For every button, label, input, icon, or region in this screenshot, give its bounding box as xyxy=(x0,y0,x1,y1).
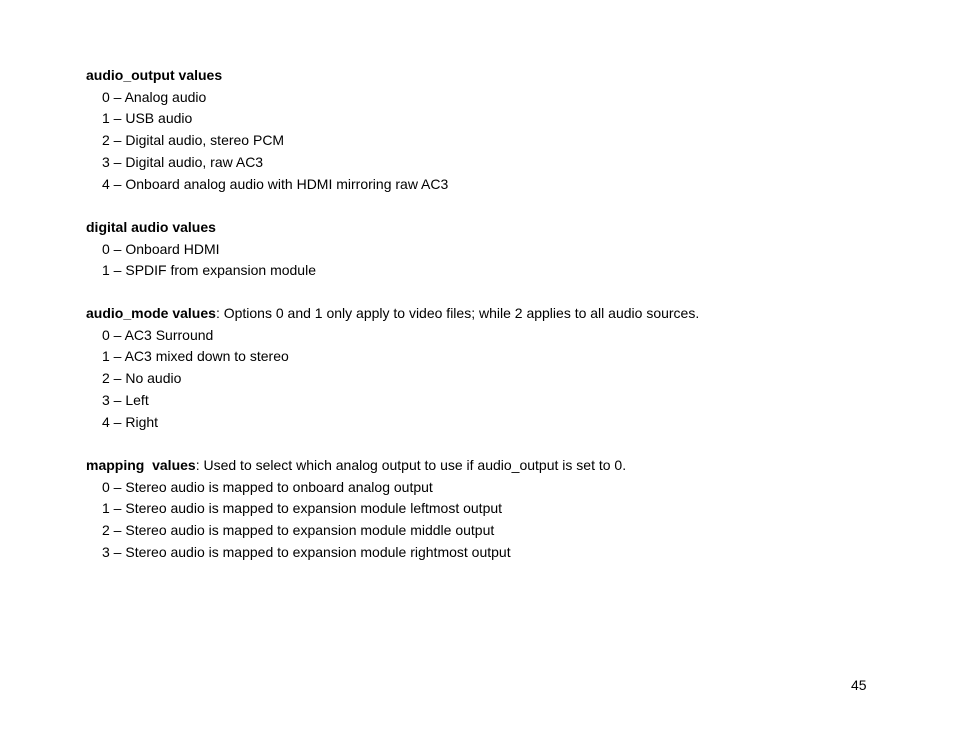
list-item: 4 – Onboard analog audio with HDMI mirroring raw AC3 xyxy=(102,175,449,192)
list-item: 1 – Stereo audio is mapped to expansion module leftmost output xyxy=(102,500,503,517)
list-item: 2 – Digital audio, stereo PCM xyxy=(102,132,285,149)
list-item: 0 – Analog audio xyxy=(102,88,207,105)
heading-description: : Options 0 and 1 only apply to video files; while 2 applies to all audio sources. xyxy=(215,305,700,321)
section-mapping-values xyxy=(86,455,886,564)
heading-term: audio_mode values xyxy=(86,305,216,321)
section-heading xyxy=(86,455,886,477)
list-item: 3 – Digital audio, raw AC3 xyxy=(102,153,264,170)
section-heading xyxy=(86,65,886,87)
list-item: 0 – Stereo audio is mapped to onboard analog output xyxy=(102,478,433,495)
heading-term: mapping values xyxy=(86,457,196,473)
list-item: 1 – USB audio xyxy=(102,110,193,127)
list-item: 1 – SPDIF from expansion module xyxy=(102,262,316,279)
list-item: 2 – No audio xyxy=(102,370,182,387)
list-item: 4 – Right xyxy=(102,413,159,430)
section-heading xyxy=(86,303,886,325)
list-item: 3 – Left xyxy=(102,391,149,408)
list-item: 3 – Stereo audio is mapped to expansion module rightmost output xyxy=(102,543,511,560)
heading-term: audio_output values xyxy=(86,67,223,83)
list-item: 2 – Stereo audio is mapped to expansion module middle output xyxy=(102,522,495,539)
list-item: 0 – Onboard HDMI xyxy=(102,240,220,257)
section-heading xyxy=(86,217,886,239)
section-audio-mode-values xyxy=(86,303,886,433)
section-audio-output-values xyxy=(86,65,886,195)
list-item: 1 – AC3 mixed down to stereo xyxy=(102,348,289,365)
section-digital-audio-values xyxy=(86,217,886,282)
page-number: 45 xyxy=(851,677,867,693)
heading-term: digital audio values xyxy=(86,219,216,235)
heading-description: : Used to select which analog output to use if audio_output is set to 0. xyxy=(195,457,627,473)
list-item: 0 – AC3 Surround xyxy=(102,326,214,343)
